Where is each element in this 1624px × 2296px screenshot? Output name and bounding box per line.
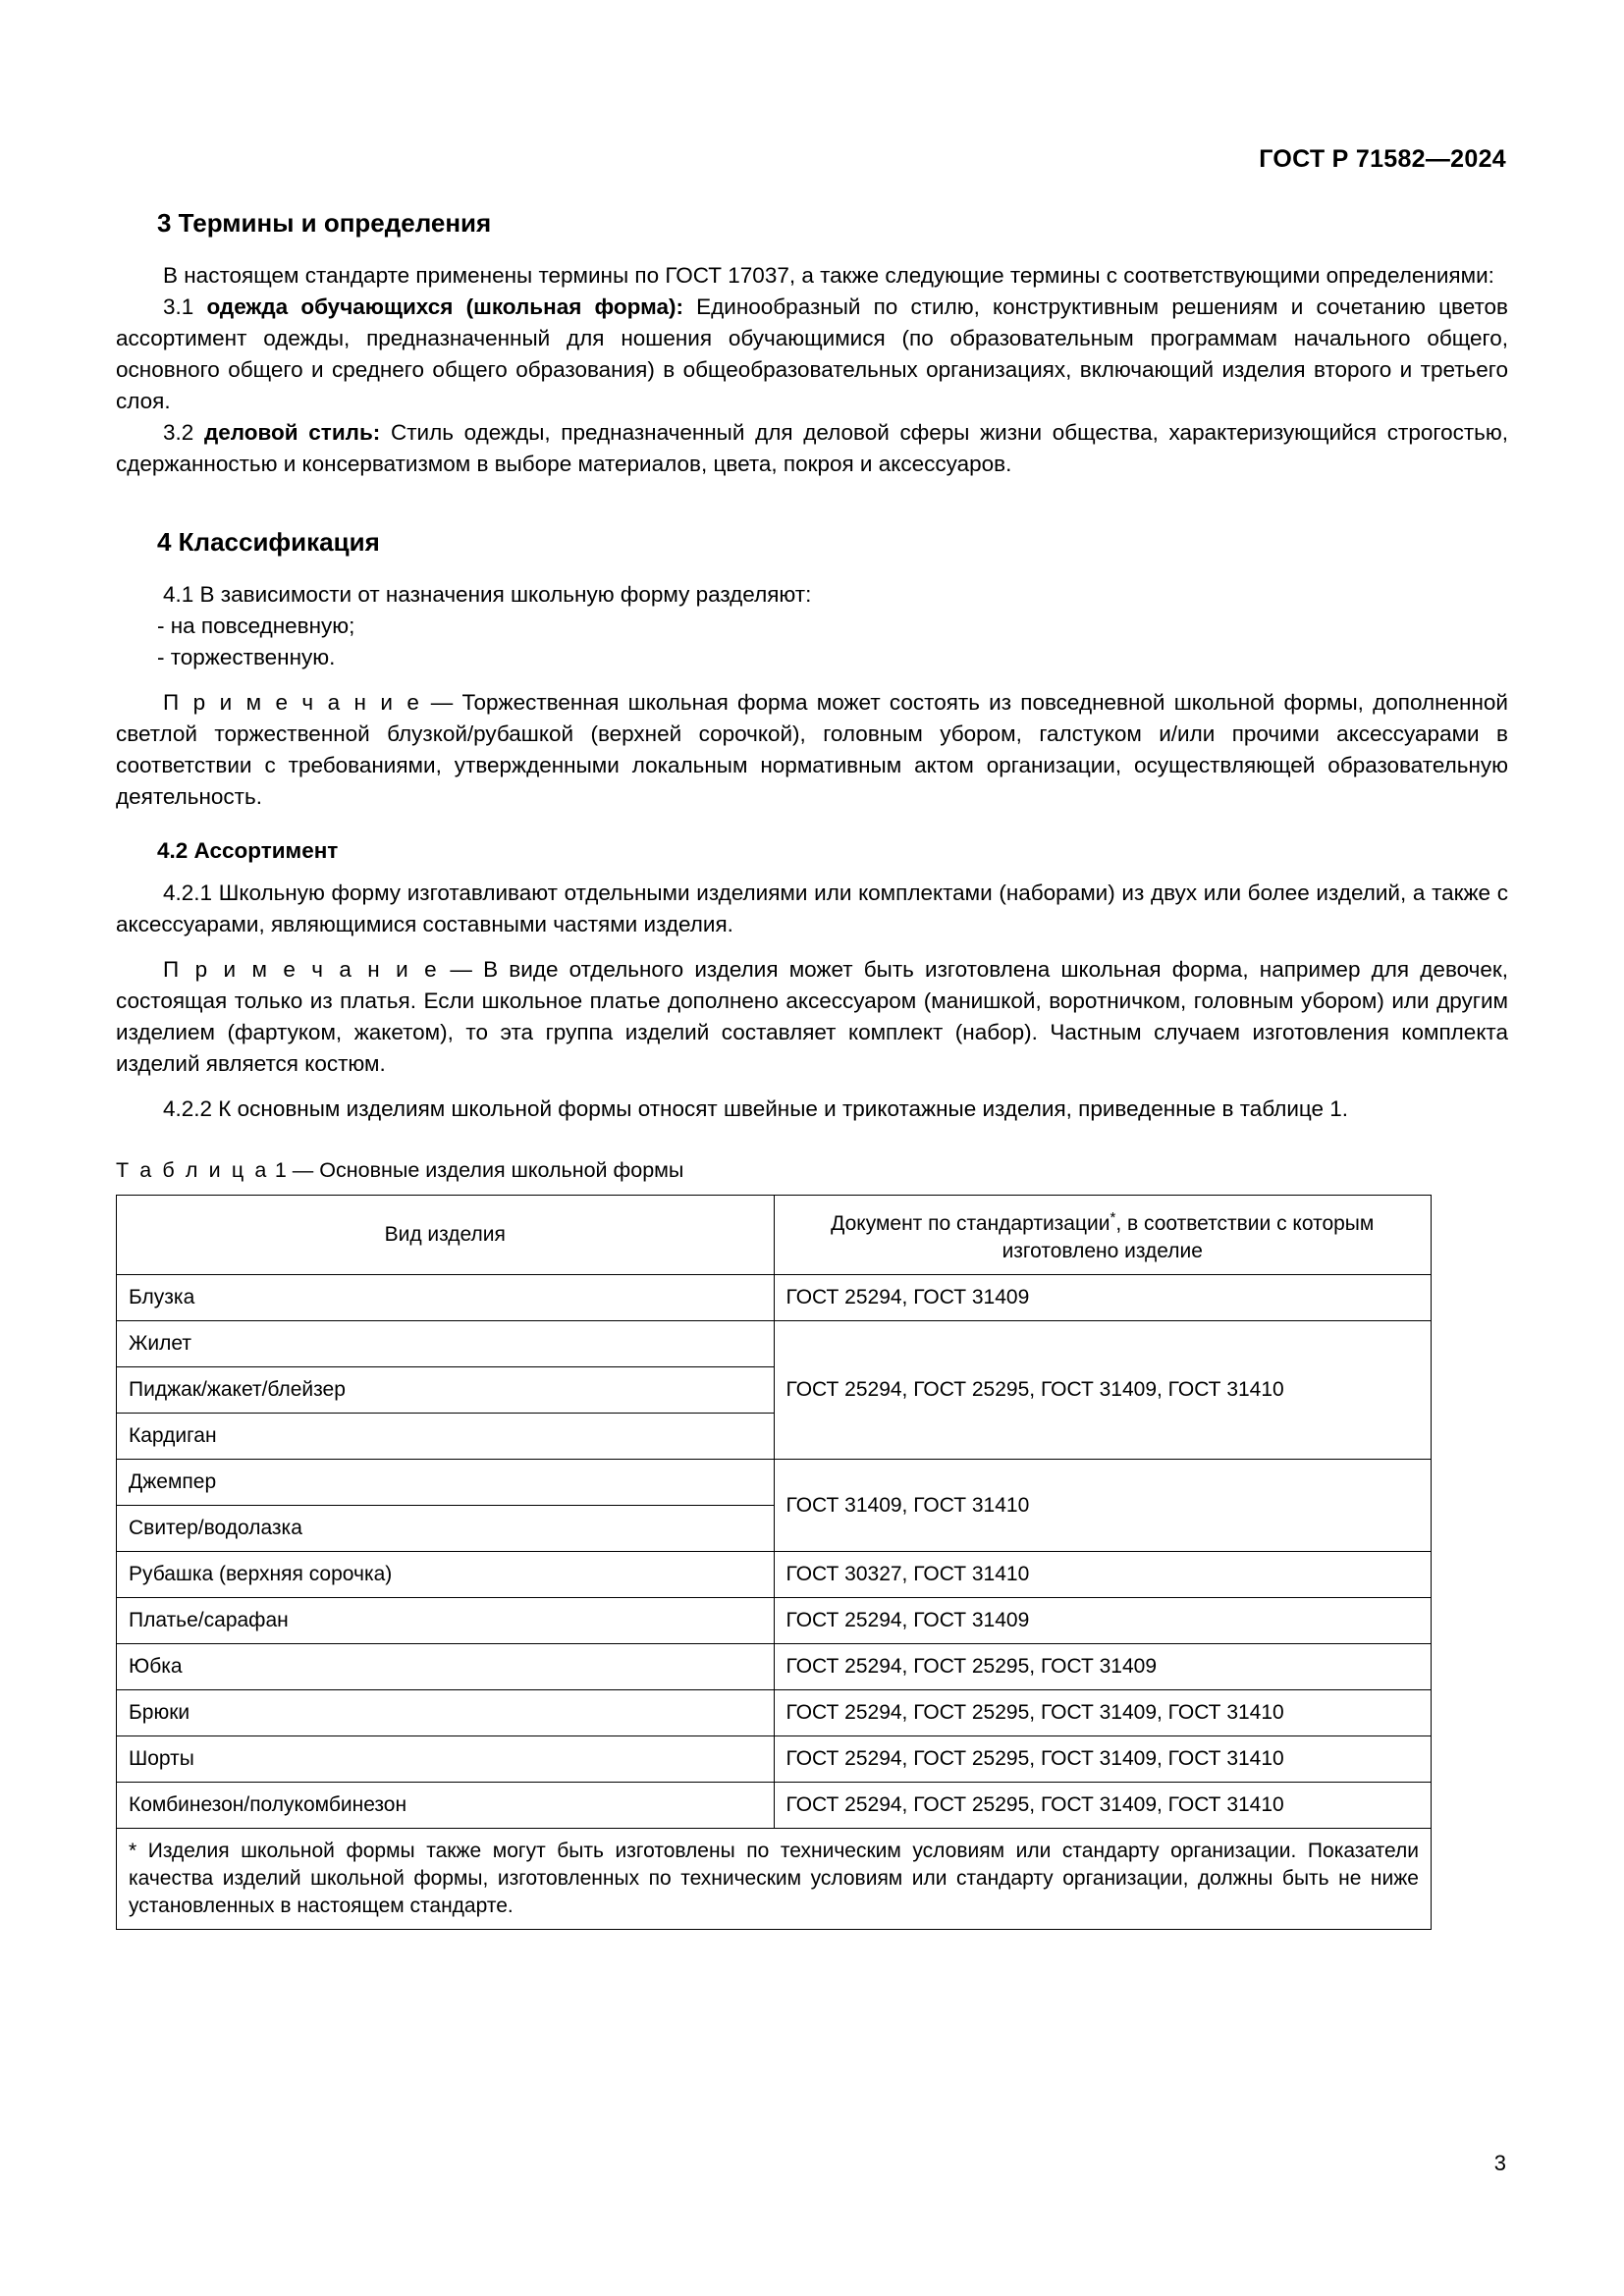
term-3-2-number: 3.2 [163,420,194,445]
paragraph-4-2-1: 4.2.1 Школьную форму изготавливают отдельными изделиями или комплектами (наборами) из двух или более изделий, а также с аксессуарами, являющимися составными частями изделия. [116,881,1508,936]
table-row [117,1321,1432,1367]
paragraph-4-2-2: 4.2.2 К основным изделиям школьной формы относят швейные и трикотажные изделия, приведенные в таблице 1. [163,1096,1349,1121]
list-item-everyday: - на повседневную; [157,614,355,638]
section-title-terms: 3 Термины и определения [157,208,492,238]
cell-product-doc: ГОСТ 25294, ГОСТ 25295, ГОСТ 31409, ГОСТ 31410 [774,1736,1432,1783]
cell-product-doc: ГОСТ 25294, ГОСТ 25295, ГОСТ 31409, ГОСТ 31410 [774,1783,1432,1829]
paragraph-terms-intro: В настоящем стандарте применены термины по ГОСТ 17037, а также следующие термины с соответствующими определениями: [163,263,1494,288]
table-row [117,1275,1432,1321]
table-row [117,1736,1432,1783]
table-row [117,1783,1432,1829]
table-main-products [116,1195,1432,1930]
table-row [117,1598,1432,1644]
cell-product-name: Блузка [117,1275,775,1321]
cell-product-name: Юбка [117,1644,775,1690]
subsection-title-assortment: 4.2 Ассортимент [157,838,339,863]
table-footnote: * Изделия школьной формы также могут быть изготовлены по техническим условиям или стандарту организации. Показатели качества изделий школьной формы, изготовленных по техническим условиям или стандарту организации, должны быть не ниже установленных в настоящем стандарте. [117,1829,1432,1930]
cell-product-name: Шорты [117,1736,775,1783]
note-label-1: П р и м е ч а н и е [163,690,422,715]
cell-product-doc: ГОСТ 25294, ГОСТ 25295, ГОСТ 31409, ГОСТ 31410 [774,1321,1432,1460]
cell-product-doc: ГОСТ 31409, ГОСТ 31410 [774,1460,1432,1552]
term-3-2-name: деловой стиль: [203,420,381,445]
cell-product-name: Рубашка (верхняя сорочка) [117,1552,775,1598]
page-content [116,208,1508,1930]
table-caption-text: 1 — Основные изделия школьной формы [274,1158,684,1182]
term-3-2-definition: Стиль одежды, предназначенный для деловой сферы жизни общества, характеризующийся строгостью, сдержанностью и консерватизмом в выборе материалов, цвета, покроя и аксессуаров. [116,420,1508,476]
cell-product-name: Пиджак/жакет/блейзер [117,1367,775,1414]
cell-product-doc: ГОСТ 25294, ГОСТ 31409 [774,1275,1432,1321]
cell-product-name: Свитер/водолазка [117,1506,775,1552]
cell-product-name: Платье/сарафан [117,1598,775,1644]
table-header-doc-suffix: , в соответствии с которым изготовлено изделие [1001,1212,1375,1262]
note-text-2: — В виде отдельного изделия может быть изготовлена школьная форма, например для девочек, состоящая только из платья. Если школьное платье дополнено аксессуаром (манишкой, воротничком, головным убором) или другим изделием (фартуком, жакетом), то эта группа изделий составляет комплект (набор). Частным случаем изготовления комплекта изделий является костюм. [116,957,1508,1076]
cell-product-doc: ГОСТ 25294, ГОСТ 31409 [774,1598,1432,1644]
cell-product-doc: ГОСТ 25294, ГОСТ 25295, ГОСТ 31409 [774,1644,1432,1690]
table-header-product-type: Вид изделия [117,1196,775,1275]
table-row [117,1644,1432,1690]
cell-product-name: Брюки [117,1690,775,1736]
cell-product-name: Кардиган [117,1414,775,1460]
page-header-standard-code: ГОСТ Р 71582—2024 [1259,145,1506,173]
table-header-doc-prefix: Документ по стандартизации [831,1212,1110,1235]
paragraph-4-1: 4.1 В зависимости от назначения школьную форму разделяют: [163,582,812,607]
page-number: 3 [1493,2151,1506,2175]
table-header-row [117,1196,1432,1275]
term-3-1-name: одежда обучающихся (школьная форма): [206,294,683,319]
note-text-1: — Торжественная школьная форма может состоять из повседневной школьной формы, дополненной светлой торжественной блузкой/рубашкой (верхней сорочкой), головным убором, галстуком и/или прочими аксессуарами в соответствии с требованиями, утвержденными локальным нормативным актом организации, осуществляющей образовательную деятельность. [116,690,1508,809]
section-title-classification: 4 Классификация [157,527,380,557]
cell-product-name: Комбинезон/полукомбинезон [117,1783,775,1829]
cell-product-name: Жилет [117,1321,775,1367]
table-caption-label: Т а б л и ц а [116,1158,269,1182]
cell-product-doc: ГОСТ 25294, ГОСТ 25295, ГОСТ 31409, ГОСТ 31410 [774,1690,1432,1736]
paragraph-term-3-1 [116,292,1508,417]
note-label-2: П р и м е ч а н и е [163,957,440,982]
paragraph-term-3-2 [116,417,1508,480]
cell-product-name: Джемпер [117,1460,775,1506]
table-row [117,1460,1432,1506]
cell-product-doc: ГОСТ 30327, ГОСТ 31410 [774,1552,1432,1598]
table-row [117,1690,1432,1736]
table-footnote-row [117,1829,1432,1930]
table-caption [116,1158,1508,1183]
footnote-marker-icon: * [1110,1209,1116,1226]
term-3-1-number: 3.1 [163,294,194,319]
list-item-ceremonial: - торжественную. [157,645,336,669]
note-ceremonial-uniform [116,687,1508,813]
term-3-1-definition: Единообразный по стилю, конструктивным решениям и сочетанию цветов ассортимент одежды, предназначенный для ношения обучающимися (по образовательным программам начального общего, основного общего и среднего общего образования) в общеобразовательных организациях, включающий изделия второго и третьего слоя. [116,294,1508,413]
table-row [117,1552,1432,1598]
note-single-item [116,954,1508,1080]
table-header-standard-document [774,1196,1432,1275]
